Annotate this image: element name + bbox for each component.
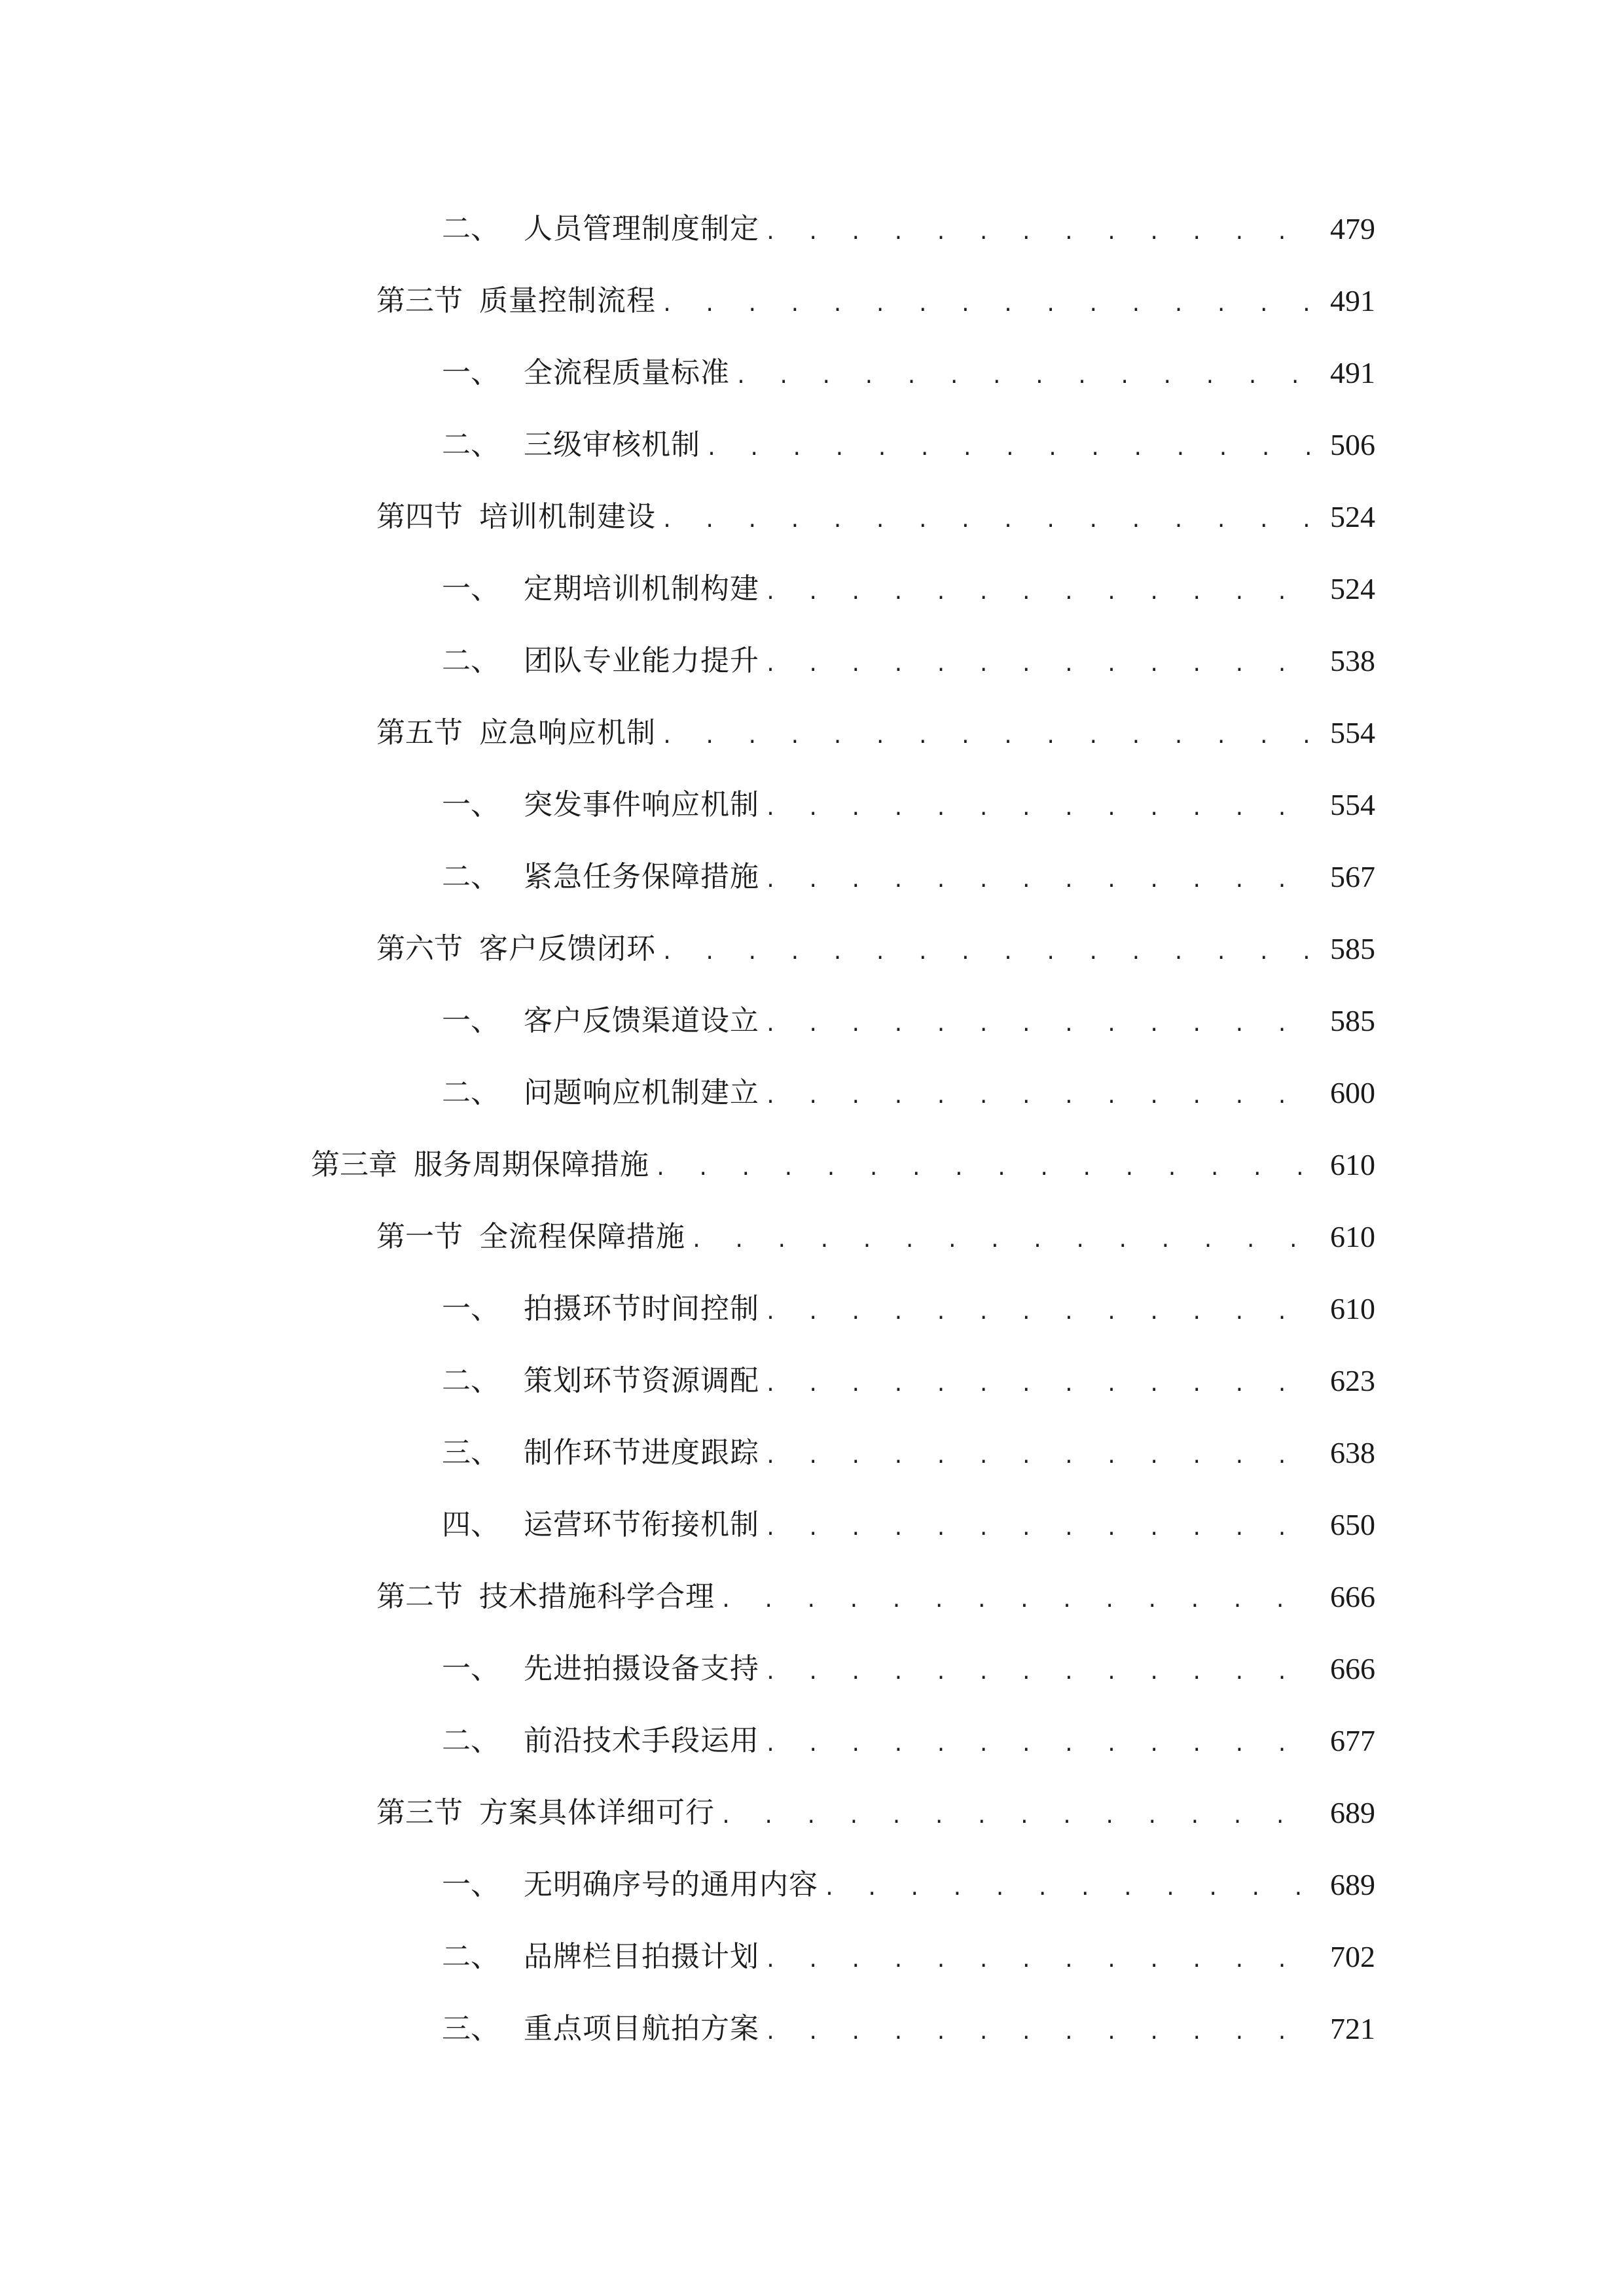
entry-title: 应急响应机制: [479, 716, 656, 749]
page-number: 623: [1330, 1364, 1375, 1397]
toc-entry[interactable]: [442, 779, 1375, 831]
entry-title: 服务周期保障措施: [414, 1148, 649, 1181]
page-number: 554: [1330, 788, 1375, 821]
toc-entry[interactable]: [442, 347, 1375, 399]
entry-title: 拍摄环节时间控制: [524, 1292, 759, 1325]
entry-title: 前沿技术手段运用: [524, 1724, 759, 1757]
entry-title: 方案具体详细可行: [479, 1796, 715, 1829]
page-number: 650: [1330, 1508, 1375, 1541]
entry-title: 技术措施科学合理: [479, 1580, 715, 1613]
entry-title: 先进拍摄设备支持: [524, 1652, 759, 1685]
page-number: 638: [1330, 1436, 1375, 1469]
dot-leader: [765, 1431, 1315, 1483]
entry-number: 第一节: [376, 1220, 463, 1253]
page-number: 702: [1330, 1940, 1375, 1973]
dot-leader: [720, 1575, 1315, 1627]
toc-entry[interactable]: [442, 2003, 1375, 2055]
entry-number: 二、: [442, 1364, 499, 1397]
dot-leader: [661, 711, 1315, 763]
dot-leader: [765, 567, 1315, 619]
toc-entry[interactable]: [376, 1211, 1375, 1263]
toc-entry[interactable]: [376, 707, 1375, 759]
toc-entry[interactable]: [376, 275, 1375, 327]
entry-number: 第四节: [376, 500, 463, 533]
dot-leader: [765, 783, 1315, 835]
entry-title: 问题响应机制建立: [524, 1076, 759, 1109]
dot-leader: [765, 999, 1315, 1051]
toc-entry[interactable]: [442, 1067, 1375, 1119]
dot-leader: [735, 351, 1315, 403]
entry-number: 二、: [442, 644, 499, 677]
toc-entry[interactable]: [376, 491, 1375, 543]
entry-title: 质量控制流程: [479, 284, 656, 317]
entry-title: 全流程质量标准: [524, 356, 730, 389]
toc-entry[interactable]: [442, 203, 1375, 255]
page-number: 610: [1330, 1220, 1375, 1253]
dot-leader: [720, 1791, 1315, 1843]
page-number: 666: [1330, 1580, 1375, 1613]
entry-title: 客户反馈闭环: [479, 932, 656, 965]
entry-title: 客户反馈渠道设立: [524, 1004, 759, 1037]
entry-number: 三、: [442, 2012, 499, 2045]
entry-title: 团队专业能力提升: [524, 644, 759, 677]
page-number: 491: [1330, 356, 1375, 389]
toc-entry[interactable]: [311, 1139, 1375, 1191]
entry-number: 一、: [442, 1292, 499, 1325]
page-number: 610: [1330, 1292, 1375, 1325]
toc-entry[interactable]: [376, 1571, 1375, 1623]
page-number: 538: [1330, 644, 1375, 677]
entry-title: 品牌栏目拍摄计划: [524, 1940, 759, 1973]
toc-entry[interactable]: [442, 1355, 1375, 1407]
entry-title: 人员管理制度制定: [524, 212, 759, 245]
entry-title: 运营环节衔接机制: [524, 1508, 759, 1541]
entry-title: 制作环节进度跟踪: [524, 1436, 759, 1469]
dot-leader: [655, 1143, 1315, 1195]
entry-number: 四、: [442, 1508, 499, 1541]
toc-entry[interactable]: [442, 563, 1375, 615]
page-number: 524: [1330, 500, 1375, 533]
toc-entry[interactable]: [442, 635, 1375, 687]
dot-leader: [661, 927, 1315, 979]
page-number: 506: [1330, 428, 1375, 461]
entry-number: 第六节: [376, 932, 463, 965]
dot-leader: [661, 279, 1315, 331]
toc-entry[interactable]: [442, 1499, 1375, 1551]
entry-number: 一、: [442, 788, 499, 821]
page-number: 666: [1330, 1652, 1375, 1685]
page-number: 610: [1330, 1148, 1375, 1181]
page-number: 479: [1330, 212, 1375, 245]
toc-entry[interactable]: [442, 1931, 1375, 1983]
toc-entry[interactable]: [376, 1787, 1375, 1839]
entry-title: 定期培训机制构建: [524, 572, 759, 605]
dot-leader: [765, 639, 1315, 691]
page-number: 491: [1330, 284, 1375, 317]
entry-title: 紧急任务保障措施: [524, 860, 759, 893]
entry-number: 第三章: [311, 1148, 397, 1181]
entry-number: 二、: [442, 1076, 499, 1109]
entry-title: 培训机制建设: [479, 500, 656, 533]
page-number: 600: [1330, 1076, 1375, 1109]
page-number: 721: [1330, 2012, 1375, 2045]
entry-number: 三、: [442, 1436, 499, 1469]
entry-title: 策划环节资源调配: [524, 1364, 759, 1397]
page-number: 689: [1330, 1796, 1375, 1829]
dot-leader: [765, 1359, 1315, 1411]
dot-leader: [765, 207, 1315, 259]
entry-title: 重点项目航拍方案: [524, 2012, 759, 2045]
toc-entry[interactable]: [442, 419, 1375, 471]
entry-title: 全流程保障措施: [479, 1220, 685, 1253]
entry-number: 二、: [442, 1724, 499, 1757]
toc-entry[interactable]: [442, 1859, 1375, 1911]
entry-number: 第三节: [376, 284, 463, 317]
dot-leader: [661, 495, 1315, 547]
entry-title: 三级审核机制: [524, 428, 700, 461]
entry-number: 一、: [442, 1868, 499, 1901]
entry-title: 突发事件响应机制: [524, 788, 759, 821]
dot-leader: [765, 2007, 1315, 2059]
toc-entry[interactable]: [442, 995, 1375, 1047]
entry-number: 二、: [442, 212, 499, 245]
entry-number: 一、: [442, 572, 499, 605]
entry-number: 一、: [442, 1004, 499, 1037]
dot-leader: [823, 1863, 1315, 1915]
entry-number: 第二节: [376, 1580, 463, 1613]
entry-number: 第五节: [376, 716, 463, 749]
page-number: 677: [1330, 1724, 1375, 1757]
dot-leader: [765, 1647, 1315, 1699]
page-number: 567: [1330, 860, 1375, 893]
entry-number: 第三节: [376, 1796, 463, 1829]
dot-leader: [765, 1503, 1315, 1555]
dot-leader: [765, 1071, 1315, 1123]
toc-entry[interactable]: [442, 1715, 1375, 1767]
dot-leader: [765, 1719, 1315, 1771]
dot-leader: [765, 1287, 1315, 1339]
dot-leader: [765, 1935, 1315, 1987]
page-number: 585: [1330, 1004, 1375, 1037]
toc-entry[interactable]: [376, 923, 1375, 975]
page-number: 689: [1330, 1868, 1375, 1901]
page-number: 585: [1330, 932, 1375, 965]
dot-leader: [765, 855, 1315, 907]
toc-entry[interactable]: [442, 1427, 1375, 1479]
toc-entry[interactable]: [442, 1283, 1375, 1335]
page-number: 554: [1330, 716, 1375, 749]
entry-number: 一、: [442, 356, 499, 389]
entry-title: 无明确序号的通用内容: [524, 1868, 818, 1901]
page-number: 524: [1330, 572, 1375, 605]
entry-number: 二、: [442, 1940, 499, 1973]
toc-entry[interactable]: [442, 851, 1375, 903]
entry-number: 二、: [442, 860, 499, 893]
entry-number: 二、: [442, 428, 499, 461]
entry-number: 一、: [442, 1652, 499, 1685]
dot-leader: [706, 423, 1315, 475]
toc-entry[interactable]: [442, 1643, 1375, 1695]
dot-leader: [691, 1215, 1315, 1267]
